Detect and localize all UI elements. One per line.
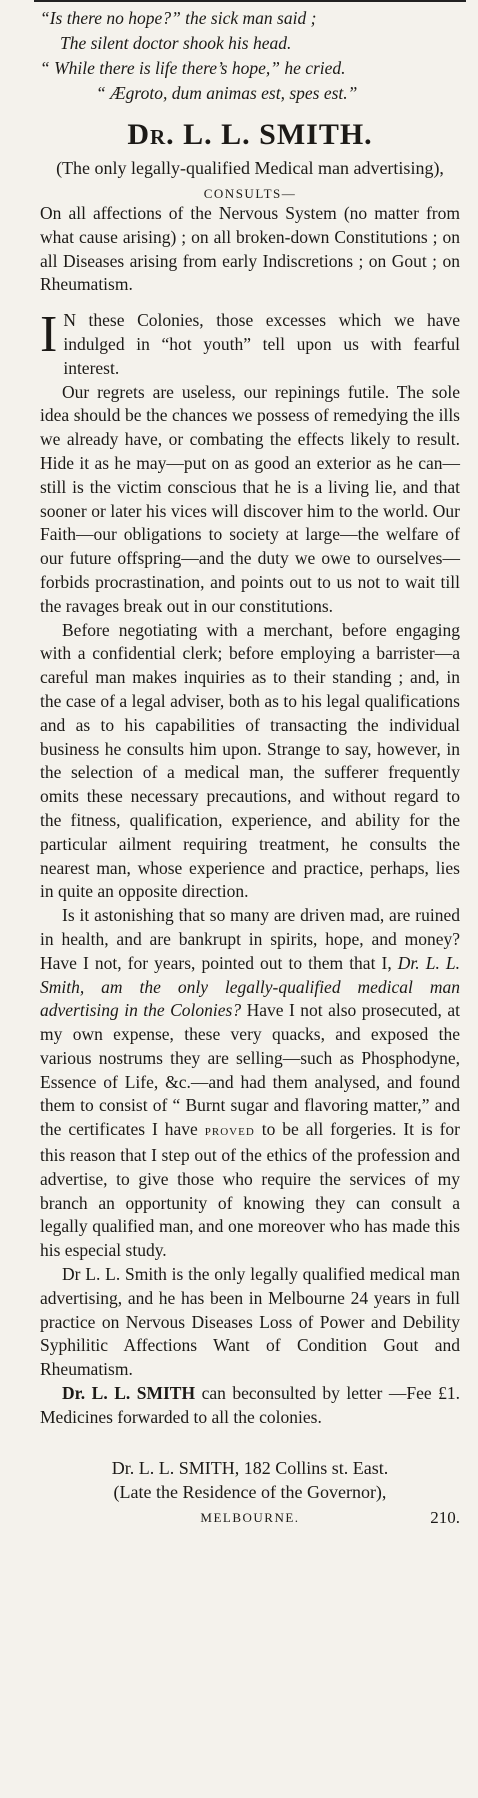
- paragraph: Our regrets are useless, our repinings futile. The sole idea should be the chances we possess of remedying the ills we already have, or combating the effects likely to result. Hide it as he may—put on as good an exterior as he can—still is the victim conscious that he is a living lie, and that sooner or later his vices will discover him to the world. Our Faith—our obligations to society at large—the welfare of our future offspring—and the duty we owe to ourselves—forbids procrastination, and points out to us not to wait till the ravages break out in our constitutions.: [40, 381, 460, 616]
- reference-number: 210.: [430, 1507, 460, 1527]
- paragraph-text: to be all forgeries. It is for this reason that I step out of the ethics of the profession and advertise, to give those who require the services of my branch an opportunity of knowing they can consult a legally qualified man, and one moreover who has made this his especial study.: [40, 1119, 461, 1261]
- paragraph-emphasis: Dr. L. L. Smith, am the only legally-qualified medical man advertising in the Colonies?: [40, 952, 460, 1021]
- city-line: [40, 1507, 460, 1527]
- paragraph-text: can beconsulted by letter —Fee £1. Medicines forwarded to all the colonies.: [40, 1383, 460, 1427]
- paragraph: [40, 904, 460, 1263]
- verse-line: “Is there no hope?” the sick man said ;: [40, 8, 317, 28]
- consults-label: CONSULTS—: [203, 186, 297, 201]
- tagline: (The only legally-qualified Medical man advertising),: [56, 158, 444, 178]
- paragraph-text: Is it astonishing that so many are driven mad, are ruined in health, and are bankrupt in spirits, hope, and money? Have I not, for years, pointed out to them that I,: [40, 905, 460, 973]
- verse-line: The silent doctor shook his head.: [60, 33, 292, 53]
- verse-line-latin: “ Ægroto, dum animas est, spes est.”: [96, 83, 358, 103]
- address-block: [40, 1456, 460, 1504]
- verse-block: [40, 6, 460, 106]
- body-text: [40, 202, 460, 1430]
- paragraph: Dr L. L. Smith is the only legally qualified medical man advertising, and he has been in Melbourne 24 years in full practice on Nervous Diseases Loss of Power and Debility Syphilitic Affections Want of Condition Gout and Rheumatism.: [40, 1264, 460, 1380]
- paragraph: [40, 1382, 460, 1430]
- paragraph-smallcaps: proved: [204, 1123, 255, 1140]
- headline: Dr. L. L. SMITH.: [127, 118, 373, 151]
- paragraph-intro: IN these Colonies, those excesses which we have indulged in “hot youth” tell upon us with fearful interest.: [40, 306, 460, 378]
- top-rule: [34, 0, 466, 2]
- address-line: (Late the Residence of the Governor),: [113, 1481, 387, 1502]
- consults-text: On all affections of the Nervous System (no matter from what cause arising) ; on all broken-down Constitutions ; on all Diseases arising from early Indiscretions ; on Gout ; on Rheumatism.: [40, 203, 460, 295]
- city: MELBOURNE.: [200, 1509, 300, 1525]
- paragraph: Before negotiating with a merchant, before engaging with a confidential clerk; before employing a barrister—a careful man makes inquiries as to their standing ; and, in the case of a legal adviser, both as to his legal qualifications and as to his capabilities of transacting the individual business he consults him upon. Strange to say, however, in the selection of a medical man, the sufferer frequently omits these necessary precautions, and without regard to the fitness, qualification, experience, and ability for the particular ailment requiring treatment, he consults the nearest man, whose experience and practice, perhaps, lies in quite an opposite direction.: [40, 619, 460, 902]
- address-line: Dr. L. L. SMITH, 182 Collins st. East.: [111, 1457, 389, 1478]
- verse-line: “ While there is life there’s hope,” he cried.: [40, 58, 346, 78]
- paragraph-text: Have I not also prosecuted, at my own expense, these very quacks, and exposed the various nostrums they are selling—such as Phosphodyne, Essence of Life, &c.—and had them analysed, and found them to consist of “ Burnt sugar and flavoring matter,” and the certificates I have: [40, 1000, 460, 1140]
- paragraph-bold: Dr. L. L. SMITH: [62, 1383, 196, 1404]
